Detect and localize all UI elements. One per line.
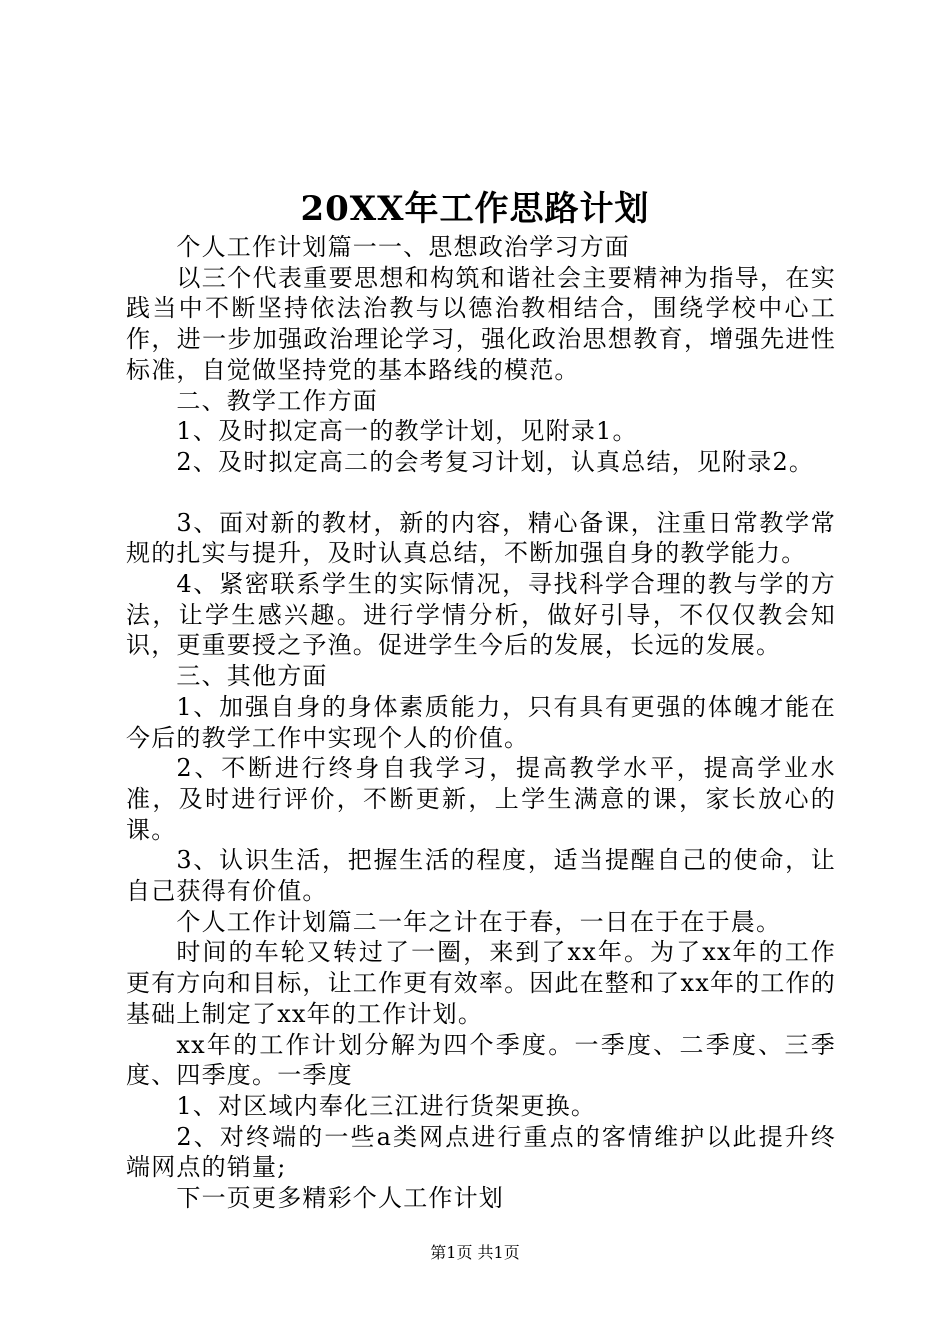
paragraph: 1、对区域内奉化三江进行货架更换。 bbox=[176, 1091, 597, 1120]
paragraph: 1、加强自身的身体素质能力，只有具有更强的体魄才能在今后的教学工作中实现个人的价值。 bbox=[126, 692, 836, 752]
paragraph: 3、面对新的教材，新的内容，精心备课，注重日常教学常规的扎实与提升，及时认真总结，不断加强自身的教学能力。 bbox=[126, 508, 836, 568]
paragraph: 2、不断进行终身自我学习，提高教学水平，提高学业水准，及时进行评价，不断更新，上学生满意的课，家长放心的课。 bbox=[126, 754, 836, 844]
paragraph: 二、教学工作方面 bbox=[176, 386, 378, 415]
paragraph: 三、其他方面 bbox=[176, 662, 328, 691]
paragraph: 下一页更多精彩个人工作计划 bbox=[176, 1184, 504, 1213]
paragraph: 以三个代表重要思想和构筑和谐社会主要精神为指导，在实践当中不断坚持依法治教与以德治教相结合，围绕学校中心工作，进一步加强政治理论学习，强化政治思想教育，增强先进性标准，自觉做坚持党的基本路线的模范。 bbox=[126, 263, 836, 384]
document-title: 20XX年工作思路计划 bbox=[300, 189, 650, 229]
paragraph: 2、及时拟定高二的会考复习计划，认真总结，见附录2。 bbox=[176, 447, 815, 476]
paragraph: 时间的车轮又转过了一圈，来到了xx年。为了xx年的工作更有方向和目标，让工作更有效率。因此在整和了xx年的工作的基础上制定了xx年的工作计划。 bbox=[126, 938, 836, 1028]
paragraph: 2、对终端的一些a类网点进行重点的客情维护以此提升终端网点的销量; bbox=[126, 1122, 836, 1182]
paragraph: xx年的工作计划分解为四个季度。一季度、二季度、三季度、四季度。一季度 bbox=[126, 1030, 836, 1090]
document-body bbox=[126, 232, 836, 1214]
paragraph-gap bbox=[126, 478, 836, 508]
paragraph: 3、认识生活，把握生活的程度，适当提醒自己的使命，让自己获得有价值。 bbox=[126, 846, 836, 906]
page-footer: 第1页 共1页 bbox=[430, 1243, 520, 1262]
paragraph: 个人工作计划篇二一年之计在于春，一日在于在于晨。 bbox=[176, 907, 782, 936]
paragraph: 1、及时拟定高一的教学计划，见附录1。 bbox=[176, 417, 638, 446]
paragraph: 4、紧密联系学生的实际情况，寻找科学合理的教与学的方法，让学生感兴趣。进行学情分析，做好引导，不仅仅教会知识，更重要授之予渔。促进学生今后的发展，长远的发展。 bbox=[126, 570, 836, 660]
paragraph: 个人工作计划篇一一、思想政治学习方面 bbox=[176, 233, 630, 261]
